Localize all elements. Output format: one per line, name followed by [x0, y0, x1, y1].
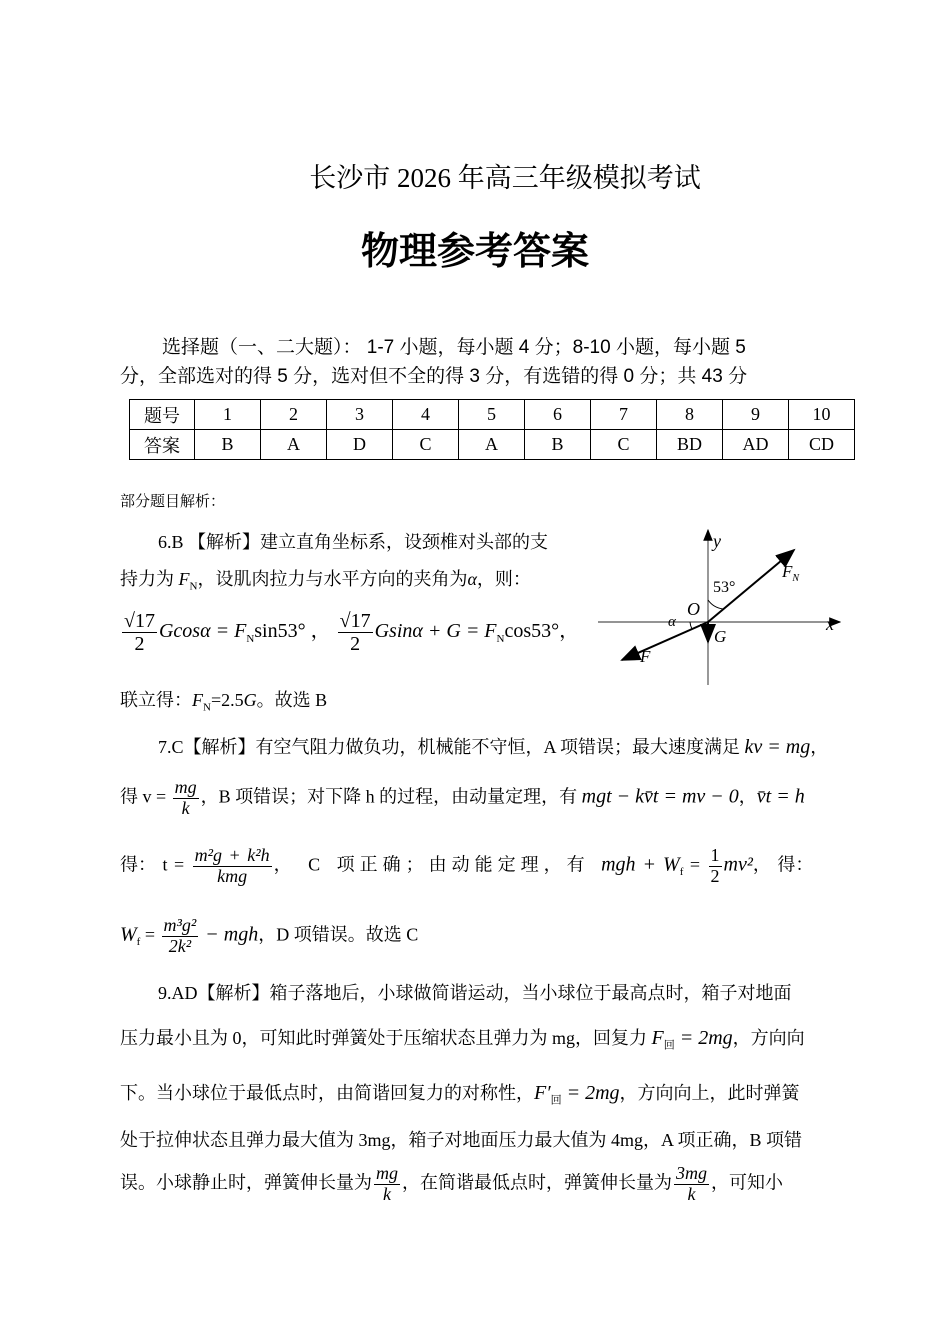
math: sin53° — [254, 620, 306, 643]
denominator: kmg — [217, 865, 248, 886]
text: 7.C【解析】有空气阻力做负功，机械能不守恒，A 项错误；最大速度满足 — [158, 737, 745, 757]
fraction — [162, 916, 199, 957]
text: ， 得： — [752, 854, 814, 875]
text: 压力最小且为 0，可知此时弹簧处于压缩状态且弹力为 mg，回复力 — [120, 1028, 652, 1048]
fraction — [193, 846, 272, 887]
text: ，可知小 — [711, 1172, 783, 1193]
g-label: G — [714, 627, 727, 646]
answer-cell: B — [195, 430, 261, 460]
force-diagram — [590, 520, 855, 690]
math: = 2mg — [674, 1027, 733, 1049]
fraction — [709, 846, 722, 887]
math: v̄t = h — [756, 785, 805, 808]
answer-cell: C — [393, 430, 459, 460]
angle-label: 53° — [713, 579, 736, 596]
math: Gsinα + G = F — [374, 620, 497, 643]
question-number: 3 — [327, 400, 393, 430]
math-sub: f — [136, 936, 141, 949]
fraction — [173, 778, 199, 819]
math: F — [651, 1027, 664, 1049]
answer-cell: A — [459, 430, 525, 460]
math: Gcosα = F — [158, 620, 247, 643]
answer-cell: C — [591, 430, 657, 460]
answer-cell: D — [327, 430, 393, 460]
text: ，则： — [476, 569, 531, 589]
math: mgh + W — [601, 853, 680, 876]
intro-line-1: 选择题（一、二大题）： 1-7 小题，每小题 4 分；8-10 小题，每小题 5 — [162, 337, 746, 358]
question-number: 10 — [789, 400, 855, 430]
fn-label: $F_N$ — [782, 562, 800, 584]
numerator: √17 — [124, 610, 155, 632]
text: 。故选 B — [256, 690, 328, 710]
q6-line-4 — [120, 686, 327, 714]
fraction — [674, 1164, 709, 1205]
q9-line-2 — [120, 1024, 805, 1053]
question-number: 9 — [723, 400, 789, 430]
angle-arc — [708, 600, 723, 609]
question-number: 8 — [657, 400, 723, 430]
separator: ， — [305, 620, 336, 643]
exam-title: 长沙市 2026 年高三年级模拟考试 — [309, 163, 701, 193]
math-sub: N — [203, 701, 211, 714]
math: mgt − kv̄t = mv − 0 — [581, 785, 739, 808]
numerator: mg — [174, 777, 197, 797]
math: − mgh — [200, 923, 259, 946]
numerator: 3mg — [676, 1163, 707, 1183]
question-number: 4 — [393, 400, 459, 430]
q7-line-2 — [120, 778, 805, 819]
math-sub: N — [189, 580, 198, 593]
q7-line-1 — [158, 733, 828, 759]
answer-cell: B — [525, 430, 591, 460]
question-number: 2 — [261, 400, 327, 430]
q6-line-1: 6.B 【解析】建立直角坐标系，设颈椎对头部的支 — [158, 532, 549, 552]
math: G — [243, 690, 257, 710]
numerator: mg — [376, 1163, 398, 1183]
numerator: √17 — [339, 610, 371, 632]
table-row-numbers — [130, 400, 855, 430]
text: 下。当小球位于最低点时，由简谐回复力的对称性， — [120, 1083, 534, 1103]
question-number: 1 — [195, 400, 261, 430]
fraction — [374, 1164, 400, 1205]
intro-line-2: 分，全部选对的得 5 分，选对但不全的得 3 分，有选错的得 0 分；共 43 分 — [120, 366, 748, 387]
text: ，D 项错误。故选 C — [258, 924, 419, 945]
denominator: k — [687, 1183, 696, 1204]
math: = — [683, 854, 707, 875]
answer-cell: AD — [723, 430, 789, 460]
row-label: 题号 — [130, 400, 195, 430]
text: ，在简谐最低点时，弹簧伸长量为 — [402, 1172, 672, 1193]
numerator: m³g² — [163, 915, 197, 935]
q7-line-3 — [120, 846, 813, 887]
f-label: F — [640, 647, 651, 666]
q9-line-4: 处于拉伸状态且弹力最大值为 3mg，箱子对地面压力最大值为 4mg，A 项正确，B 项错 — [120, 1130, 803, 1150]
fraction — [122, 610, 157, 655]
answer-cell: CD — [789, 430, 855, 460]
math: W — [120, 923, 137, 946]
denominator: k — [383, 1183, 391, 1204]
text: ， C 项正确；由动能定理，有 — [273, 854, 602, 875]
denominator: 2 — [134, 633, 145, 655]
table-row-answers — [130, 430, 855, 460]
q6-equations — [120, 610, 579, 655]
text: 持力为 — [120, 569, 179, 589]
denominator: 2k² — [168, 935, 192, 956]
text: 得 v = — [120, 786, 171, 807]
math: cos53°， — [504, 620, 580, 643]
math-sub: 回 — [550, 1094, 562, 1107]
text: ， — [738, 786, 757, 807]
alpha-label: α — [668, 614, 676, 630]
fraction — [338, 610, 373, 655]
answer-cell: A — [261, 430, 327, 460]
math: kv = mg — [744, 736, 811, 758]
answer-table — [129, 399, 855, 460]
text: ，方向向 — [732, 1028, 805, 1048]
text: ，设肌肉拉力与水平方向的夹角为 — [197, 569, 468, 589]
origin-label: O — [687, 599, 700, 619]
denominator: k — [181, 797, 190, 818]
math-sub: f — [679, 866, 684, 879]
text: ，方向向上，此时弹簧 — [619, 1083, 800, 1103]
math: F — [178, 569, 190, 589]
text: =2.5 — [210, 690, 244, 710]
numerator: 1 — [710, 845, 720, 865]
math-sub: N — [246, 633, 255, 646]
q9-line-5 — [120, 1164, 783, 1205]
math: α — [467, 569, 477, 589]
section-heading: 部分题目解析： — [120, 492, 226, 510]
row-label: 答案 — [130, 430, 195, 460]
answer-cell: BD — [657, 430, 723, 460]
alpha-arc — [690, 622, 692, 629]
math: F′ — [534, 1082, 551, 1104]
x-label: x — [826, 614, 834, 634]
math: = 2mg — [561, 1082, 620, 1104]
numerator: m²g + k²h — [194, 845, 270, 865]
question-number: 6 — [525, 400, 591, 430]
denominator: 2 — [350, 633, 361, 655]
text: 得： t = — [120, 854, 191, 875]
math: F — [192, 690, 203, 710]
q9-line-3 — [120, 1079, 800, 1108]
question-number: 7 — [591, 400, 657, 430]
math-sub: 回 — [663, 1039, 675, 1052]
q6-line-2 — [120, 565, 531, 593]
text: 误。小球静止时，弹簧伸长量为 — [120, 1172, 372, 1193]
math: mv² — [723, 853, 753, 876]
text: ，B 项错误；对下降 h 的过程，由动量定理，有 — [200, 786, 582, 807]
f-vector — [622, 622, 708, 660]
q7-line-4: $W_f$ = $\frac{\text{m³g²}}{\text{2k²}}$ − mgh，D 项错误。故选 C — [120, 915, 419, 956]
text: ， — [810, 737, 829, 757]
text: 联立得： — [120, 690, 192, 710]
y-label: y — [713, 531, 721, 551]
document-title: 物理参考答案 — [360, 229, 589, 273]
denominator: 2 — [710, 865, 720, 886]
math-sub: N — [496, 633, 505, 646]
q9-line-1: 9.AD【解析】箱子落地后，小球做简谐运动，当小球位于最高点时，箱子对地面 — [158, 983, 792, 1003]
question-number: 5 — [459, 400, 525, 430]
